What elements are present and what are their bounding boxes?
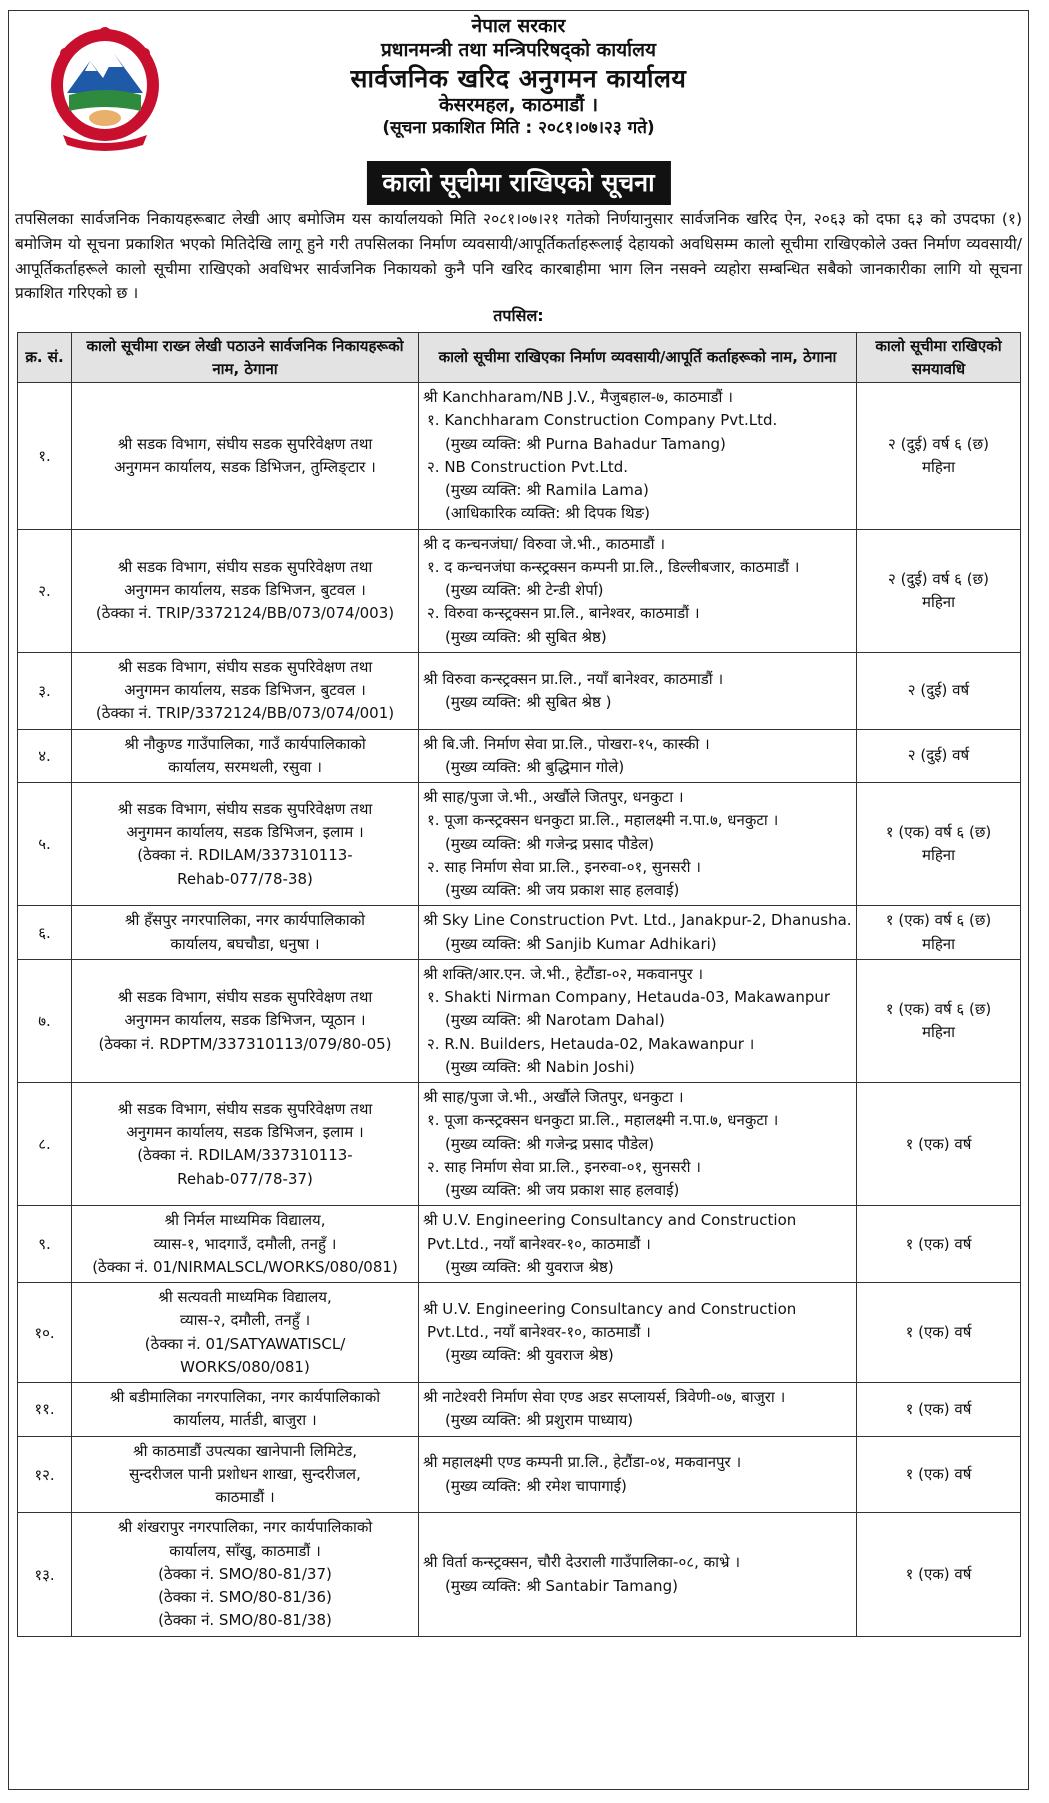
public-body-cell bbox=[72, 652, 419, 729]
public-body-line: (ठेक्का नं. TRIP/3372124/BB/073/074/003) bbox=[95, 604, 395, 623]
public-body-line: कार्यालय, साँखु, काठमाडौं । bbox=[169, 1541, 321, 1560]
table-row bbox=[18, 1436, 1021, 1513]
public-body-line: Rehab-077/78-37) bbox=[177, 1169, 313, 1188]
column-header-firm: कालो सूचीमा राखिएका निर्माण व्यवसायी/आपूर्ति कर्ताहरूको नाम, ठेगाना bbox=[419, 333, 857, 383]
public-body-line: (ठेक्का नं. SMO/80-81/37) bbox=[158, 1564, 332, 1583]
firm-line: श्री साह/पुजा जे.भी., अर्खौले जितपुर, धनकुटा । bbox=[423, 1088, 684, 1107]
period-line: २ (दुई) वर्ष bbox=[907, 746, 970, 765]
firm-line: श्री विर्ता कन्स्ट्रक्सन, चौरी देउराली गाउँपालिका-०८, काभ्रे । bbox=[423, 1553, 741, 1572]
table-row bbox=[18, 529, 1021, 652]
public-body-line: (ठेक्का नं. SMO/80-81/38) bbox=[158, 1611, 332, 1630]
table-row bbox=[18, 1283, 1021, 1383]
public-body-line: अनुगमन कार्यालय, सडक डिभिजन, इलाम । bbox=[126, 1123, 364, 1142]
row-serial-number: ६. bbox=[18, 906, 72, 960]
public-body-line: श्री नौकुण्ड गाउँपालिका, गाउँ कार्यपालिकाको bbox=[124, 734, 366, 753]
public-body-line: (ठेक्का नं. 01/SATYAWATISCL/ bbox=[144, 1334, 346, 1353]
blacklisted-firm-cell bbox=[419, 1383, 857, 1437]
blacklisted-firm-cell bbox=[419, 652, 857, 729]
blacklisted-firm-cell bbox=[419, 1513, 857, 1636]
firm-line: श्री साह/पुजा जे.भी., अर्खौले जितपुर, धनकुटा । bbox=[423, 788, 684, 807]
blacklist-period-cell bbox=[857, 529, 1021, 652]
blacklist-period-cell bbox=[857, 959, 1021, 1082]
blacklist-period-cell bbox=[857, 906, 1021, 960]
period-line: १ (एक) वर्ष bbox=[905, 1464, 972, 1483]
row-serial-number: ५. bbox=[18, 783, 72, 906]
ministry-name: प्रधानमन्त्री तथा मन्त्रिपरिषद्को कार्यालय bbox=[380, 38, 656, 61]
public-body-line: श्री काठमाडौं उपत्यका खानेपानी लिमिटेड, bbox=[132, 1441, 358, 1460]
schedule-title: तपसिल: bbox=[493, 306, 544, 326]
firm-line: (मुख्य व्यक्ति: श्री गजेन्द्र प्रसाद पौडेल) bbox=[445, 1134, 655, 1153]
firm-line: श्री Sky Line Construction Pvt. Ltd., Janakpur-2, Dhanusha. bbox=[423, 911, 852, 930]
public-body-cell bbox=[72, 383, 419, 530]
blacklisted-firm-cell bbox=[419, 529, 857, 652]
firm-line: (मुख्य व्यक्ति: श्री टेन्डी शेर्पा) bbox=[445, 581, 604, 600]
table-header-row bbox=[18, 333, 1021, 383]
public-body-line: अनुगमन कार्यालय, सडक डिभिजन, प्यूठान । bbox=[124, 1011, 366, 1030]
firm-line: (मुख्य व्यक्ति: श्री युवराज श्रेष्ठ) bbox=[445, 1257, 614, 1276]
public-body-line: श्री सडक विभाग, संघीय सडक सुपरिवेक्षण तथा bbox=[117, 988, 373, 1007]
firm-line: (आधिकारिक व्यक्ति: श्री दिपक थिङ) bbox=[445, 504, 650, 523]
public-body-line: श्री सत्यवती माध्यमिक विद्यालय, bbox=[158, 1288, 332, 1307]
blacklisted-firm-cell bbox=[419, 383, 857, 530]
public-body-line: श्री बडीमालिका नगरपालिका, नगर कार्यपालिकाको bbox=[109, 1388, 381, 1407]
office-heading bbox=[169, 15, 868, 139]
firm-line: २. साह निर्माण सेवा प्रा.लि., इनरुवा-०१, सुनसरी । bbox=[427, 857, 701, 876]
firm-line: श्री द कन्चनजंघा/ विरुवा जे.भी., काठमाडौं । bbox=[423, 534, 666, 553]
public-body-cell bbox=[72, 1283, 419, 1383]
firm-line: (मुख्य व्यक्ति: श्री प्रशुराम पाध्याय) bbox=[445, 1411, 634, 1430]
period-line: १ (एक) वर्ष bbox=[905, 1399, 972, 1418]
public-body-cell bbox=[72, 1513, 419, 1636]
intro-paragraph: तपसिलका सार्वजनिक निकायहरूबाट लेखी आए बमोजिम यस कार्यालयको मिति २०८१।०७।२१ गतेको निर्णयानुसार सार्वजनिक खरिद ऐन, २०६३ को दफा ६३ को उपदफा (१) बमोजिम यो सूचना प्रकाशित भएको मितिदेखि लागू हुने गरी तपसिलका निर्माण व्यवसायी/आपूर्तिकर्ताहरूलाई देहायको अवधिसम्म कालो सूचीमा राखिएकोले उक्त निर्माण व्यवसायी/आपूर्तिकर्ताहरूले कालो सूचीमा राखिएको अवधिभर सार्वजनिक निकायको कुनै पनि खरिद कारबाहीमा भाग लिन नसक्ने व्यहोरा सम्बन्धित सबैको जानकारीका लागि यो सूचना प्रकाशित गरिएको छ । bbox=[15, 210, 1022, 303]
column-header-body: कालो सूचीमा राख्न लेखी पठाउने सार्वजनिक निकायहरूको नाम, ठेगाना bbox=[72, 333, 419, 383]
public-body-cell bbox=[72, 783, 419, 906]
public-body-cell bbox=[72, 729, 419, 783]
firm-line: (मुख्य व्यक्ति: श्री Nabin Joshi) bbox=[445, 1057, 635, 1076]
row-serial-number: ३. bbox=[18, 652, 72, 729]
firm-line: (मुख्य व्यक्ति: श्री Santabir Tamang) bbox=[445, 1576, 678, 1595]
public-body-line: (ठेक्का नं. SMO/80-81/36) bbox=[158, 1588, 332, 1607]
firm-line: २. विरुवा कन्स्ट्रक्सन प्रा.लि., बानेश्वर, काठमाडौं । bbox=[427, 604, 700, 623]
blacklisted-firm-cell bbox=[419, 1283, 857, 1383]
public-body-cell bbox=[72, 959, 419, 1082]
firm-line: २. साह निर्माण सेवा प्रा.लि., इनरुवा-०१, सुनसरी । bbox=[427, 1157, 701, 1176]
blacklist-period-cell bbox=[857, 729, 1021, 783]
period-line: १ (एक) वर्ष ६ (छ) bbox=[885, 999, 992, 1018]
firm-line: श्री शक्ति/आर.एन. जे.भी., हेटौंडा-०२, मकवानपुर । bbox=[423, 964, 704, 983]
notice-header bbox=[9, 11, 1028, 201]
table-row bbox=[18, 383, 1021, 530]
public-body-line: अनुगमन कार्यालय, सडक डिभिजन, इलाम । bbox=[126, 823, 364, 842]
firm-line: १. पूजा कन्स्ट्रक्सन धनकुटा प्रा.लि., महालक्ष्मी न.पा.७, धनकुटा । bbox=[427, 811, 779, 830]
period-line: १ (एक) वर्ष ६ (छ) bbox=[885, 823, 992, 842]
firm-line: (मुख्य व्यक्ति: श्री गजेन्द्र प्रसाद पौडेल) bbox=[445, 834, 655, 853]
public-body-line: व्यास-२, दमौली, तनहुँ । bbox=[179, 1311, 311, 1330]
row-serial-number: ८. bbox=[18, 1083, 72, 1206]
public-body-line: (ठेक्का नं. RDILAM/337310113- bbox=[137, 846, 353, 865]
public-body-line: कार्यालय, सरमथली, रसुवा । bbox=[168, 757, 322, 776]
blacklist-period-cell bbox=[857, 1206, 1021, 1283]
public-body-line: कार्यालय, बघचौडा, धनुषा । bbox=[170, 934, 320, 953]
public-body-line: अनुगमन कार्यालय, सडक डिभिजन, तुम्लिङ्टार । bbox=[114, 457, 376, 476]
blacklist-period-cell bbox=[857, 1083, 1021, 1206]
blacklisted-firm-cell bbox=[419, 783, 857, 906]
firm-line: श्री बि.जी. निर्माण सेवा प्रा.लि., पोखरा-१५, कास्की । bbox=[423, 734, 710, 753]
notice-title-banner: कालो सूचीमा राखिएको सूचना bbox=[366, 161, 670, 205]
blacklisted-firm-cell bbox=[419, 959, 857, 1082]
firm-line: (मुख्य व्यक्ति: श्री रमेश चापागाई) bbox=[445, 1476, 627, 1495]
firm-line: श्री विरुवा कन्स्ट्रक्सन प्रा.लि., नयाँ बानेश्वर, काठमाडौं । bbox=[423, 669, 724, 688]
table-body bbox=[18, 383, 1021, 1637]
firm-line: १. द कन्चनजंघा कन्स्ट्रक्सन कम्पनी प्रा.लि., डिल्लीबजार, काठमाडौं । bbox=[427, 557, 800, 576]
firm-line: १. Kanchharam Construction Company Pvt.Ltd. bbox=[427, 411, 778, 430]
blacklist-table bbox=[17, 332, 1021, 1637]
period-line: १ (एक) वर्ष bbox=[905, 1234, 972, 1253]
table-row bbox=[18, 959, 1021, 1082]
row-serial-number: १०. bbox=[18, 1283, 72, 1383]
row-serial-number: ७. bbox=[18, 959, 72, 1082]
firm-line: (मुख्य व्यक्ति: श्री युवराज श्रेष्ठ) bbox=[445, 1346, 614, 1365]
table-row bbox=[18, 906, 1021, 960]
firm-line: २. NB Construction Pvt.Ltd. bbox=[427, 457, 628, 476]
firm-line: (मुख्य व्यक्ति: श्री जय प्रकाश साह हलवाई) bbox=[445, 881, 680, 900]
blacklist-period-cell bbox=[857, 783, 1021, 906]
period-line: १ (एक) वर्ष bbox=[905, 1323, 972, 1342]
blacklist-period-cell bbox=[857, 1436, 1021, 1513]
govt-name: नेपाल सरकार bbox=[471, 15, 566, 37]
row-serial-number: ४. bbox=[18, 729, 72, 783]
firm-line: श्री U.V. Engineering Consultancy and Construction bbox=[423, 1299, 797, 1318]
firm-line: श्री Kanchharam/NB J.V., मैजुबहाल-७, काठमाडौं । bbox=[423, 388, 733, 407]
firm-line: (मुख्य व्यक्ति: श्री सुबित श्रेष्ठ) bbox=[445, 627, 607, 646]
public-body-line: श्री सडक विभाग, संघीय सडक सुपरिवेक्षण तथा bbox=[117, 434, 373, 453]
blacklisted-firm-cell bbox=[419, 1436, 857, 1513]
public-body-line: (ठेक्का नं. 01/NIRMALSCL/WORKS/080/081) bbox=[92, 1257, 398, 1276]
firm-line: (मुख्य व्यक्ति: श्री Purna Bahadur Tamang) bbox=[445, 434, 726, 453]
row-serial-number: १२. bbox=[18, 1436, 72, 1513]
row-serial-number: ९. bbox=[18, 1206, 72, 1283]
firm-line: (मुख्य व्यक्ति: श्री Sanjib Kumar Adhikari) bbox=[445, 934, 717, 953]
public-body-line: कार्यालय, मार्तडी, बाजुरा । bbox=[173, 1411, 317, 1430]
public-body-line: (ठेक्का नं. TRIP/3372124/BB/073/074/001) bbox=[95, 704, 395, 723]
row-serial-number: २. bbox=[18, 529, 72, 652]
period-line: २ (दुई) वर्ष ६ (छ) bbox=[888, 434, 989, 453]
firm-line: (मुख्य व्यक्ति: श्री जय प्रकाश साह हलवाई) bbox=[445, 1181, 680, 1200]
table-row bbox=[18, 729, 1021, 783]
public-body-line: व्यास-१, भादगाउँ, दमौली, तनहुँ । bbox=[153, 1234, 337, 1253]
table-row bbox=[18, 1206, 1021, 1283]
column-header-period: कालो सूचीमा राखिएको समयावधि bbox=[857, 333, 1021, 383]
blacklisted-firm-cell bbox=[419, 1206, 857, 1283]
public-body-line: श्री शंखरापुर नगरपालिका, नगर कार्यपालिकाको bbox=[117, 1518, 373, 1537]
period-line: १ (एक) वर्ष ६ (छ) bbox=[885, 911, 992, 930]
firm-line: (मुख्य व्यक्ति: श्री बुद्धिमान गोले) bbox=[445, 757, 625, 776]
public-body-line: (ठेक्का नं. RDILAM/337310113- bbox=[137, 1146, 353, 1165]
nepal-emblem-icon bbox=[45, 23, 165, 153]
blacklisted-firm-cell bbox=[419, 906, 857, 960]
blacklist-period-cell bbox=[857, 1513, 1021, 1636]
public-body-line: श्री सडक विभाग, संघीय सडक सुपरिवेक्षण तथा bbox=[117, 657, 373, 676]
firm-line: (मुख्य व्यक्ति: श्री Ramila Lama) bbox=[445, 481, 649, 500]
period-line: महिना bbox=[921, 846, 956, 865]
public-body-line: काठमाडौं । bbox=[215, 1488, 275, 1507]
public-body-line: श्री हँसपुर नगरपालिका, नगर कार्यपालिकाको bbox=[124, 911, 366, 930]
public-body-line: श्री सडक विभाग, संघीय सडक सुपरिवेक्षण तथा bbox=[117, 799, 373, 818]
blacklist-period-cell bbox=[857, 1283, 1021, 1383]
table-row bbox=[18, 783, 1021, 906]
firm-line: (मुख्य व्यक्ति: श्री सुबित श्रेष्ठ ) bbox=[445, 692, 612, 711]
table-row bbox=[18, 1083, 1021, 1206]
public-body-line: Rehab-077/78-38) bbox=[177, 869, 313, 888]
firm-line: १. पूजा कन्स्ट्रक्सन धनकुटा प्रा.लि., महालक्ष्मी न.पा.७, धनकुटा । bbox=[427, 1111, 779, 1130]
public-body-cell bbox=[72, 529, 419, 652]
firm-line: Pvt.Ltd., नयाँ बानेश्वर-१०, काठमाडौं । bbox=[427, 1323, 651, 1342]
public-body-line: श्री निर्मल माध्यमिक विद्यालय, bbox=[164, 1211, 326, 1230]
period-line: १ (एक) वर्ष bbox=[905, 1564, 972, 1583]
period-line: महिना bbox=[921, 934, 956, 953]
firm-line: (मुख्य व्यक्ति: श्री Narotam Dahal) bbox=[445, 1011, 665, 1030]
public-body-cell bbox=[72, 1383, 419, 1437]
blacklist-period-cell bbox=[857, 652, 1021, 729]
public-body-line: WORKS/080/081) bbox=[180, 1357, 310, 1376]
row-serial-number: १३. bbox=[18, 1513, 72, 1636]
period-line: महिना bbox=[921, 1023, 956, 1042]
period-line: २ (दुई) वर्ष bbox=[907, 681, 970, 700]
public-body-line: श्री सडक विभाग, संघीय सडक सुपरिवेक्षण तथा bbox=[117, 557, 373, 576]
period-line: महिना bbox=[921, 457, 956, 476]
public-body-cell bbox=[72, 1206, 419, 1283]
notice-page bbox=[8, 10, 1029, 1790]
blacklist-period-cell bbox=[857, 383, 1021, 530]
office-name: सार्वजनिक खरिद अनुगमन कार्यालय bbox=[350, 63, 687, 93]
blacklisted-firm-cell bbox=[419, 1083, 857, 1206]
public-body-cell bbox=[72, 1083, 419, 1206]
public-body-line: श्री सडक विभाग, संघीय सडक सुपरिवेक्षण तथा bbox=[117, 1099, 373, 1118]
period-line: महिना bbox=[921, 592, 956, 611]
firm-line: २. R.N. Builders, Hetauda-02, Makawanpur । bbox=[427, 1034, 755, 1053]
table-row bbox=[18, 1383, 1021, 1437]
public-body-line: (ठेक्का नं. RDPTM/337310113/079/80-05) bbox=[98, 1034, 392, 1053]
blacklist-period-cell bbox=[857, 1383, 1021, 1437]
firm-line: Pvt.Ltd., नयाँ बानेश्वर-१०, काठमाडौं । bbox=[427, 1234, 651, 1253]
column-header-sn: क्र. सं. bbox=[18, 333, 72, 383]
public-body-line: अनुगमन कार्यालय, सडक डिभिजन, बुटवल । bbox=[124, 581, 366, 600]
period-line: २ (दुई) वर्ष ६ (छ) bbox=[888, 569, 989, 588]
office-address: केसरमहल, काठमाडौं । bbox=[438, 93, 599, 116]
firm-line: १. Shakti Nirman Company, Hetauda-03, Makawanpur bbox=[427, 988, 831, 1007]
public-body-line: अनुगमन कार्यालय, सडक डिभिजन, बुटवल । bbox=[124, 681, 366, 700]
publish-date: (सूचना प्रकाशित मिति : २०८१।०७।२३ गते) bbox=[382, 117, 655, 138]
public-body-cell bbox=[72, 1436, 419, 1513]
firm-line: श्री U.V. Engineering Consultancy and Construction bbox=[423, 1211, 797, 1230]
blacklisted-firm-cell bbox=[419, 729, 857, 783]
public-body-cell bbox=[72, 906, 419, 960]
public-body-line: सुन्दरीजल पानी प्रशोधन शाखा, सुन्दरीजल, bbox=[129, 1464, 361, 1483]
period-line: १ (एक) वर्ष bbox=[905, 1134, 972, 1153]
firm-line: श्री महालक्ष्मी एण्ड कम्पनी प्रा.लि., हेटौंडा-०४, मकवानपुर । bbox=[423, 1453, 742, 1472]
table-row bbox=[18, 652, 1021, 729]
row-serial-number: १. bbox=[18, 383, 72, 530]
table-row bbox=[18, 1513, 1021, 1636]
firm-line: श्री नाटेश्वरी निर्माण सेवा एण्ड अडर सप्लायर्स, त्रिवेणी-०७, बाजुरा । bbox=[423, 1388, 786, 1407]
row-serial-number: ११. bbox=[18, 1383, 72, 1437]
